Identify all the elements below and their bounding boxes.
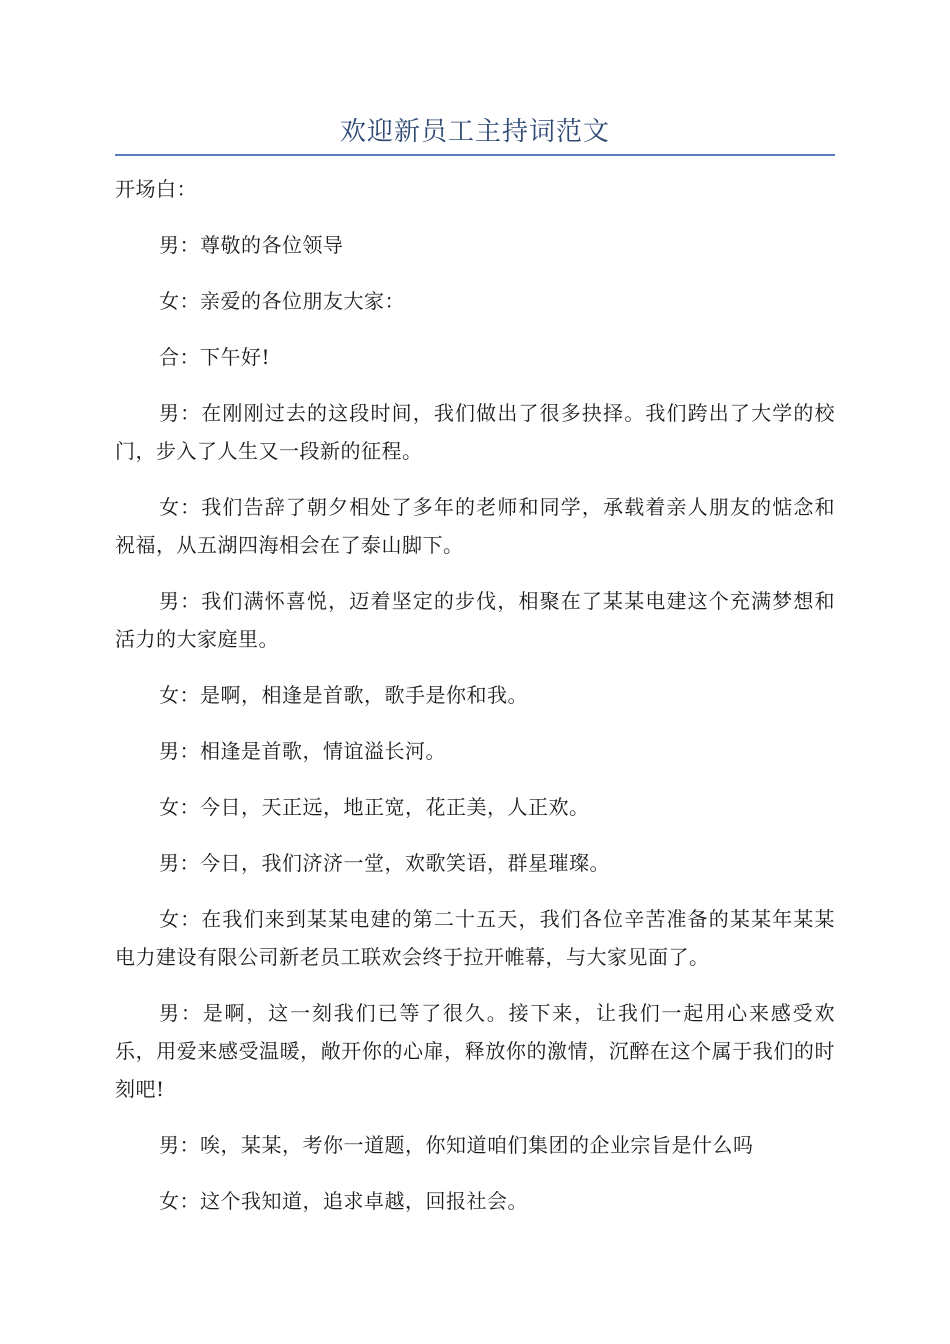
paragraph: 合：下午好! [159, 345, 271, 369]
paragraph: 男：我们满怀喜悦，迈着坚定的步伐，相聚在了某某电建这个充满梦想和活力的大家庭里。 [115, 589, 835, 651]
document-title: 欢迎新员工主持词范文 [339, 117, 610, 147]
paragraph: 女：今日，天正远，地正宽，花正美，人正欢。 [159, 795, 590, 819]
paragraph: 男：尊敬的各位领导 [159, 233, 344, 257]
paragraph: 女：亲爱的各位朋友大家： [159, 289, 405, 313]
paragraph: 男：是啊，这一刻我们已等了很久。接下来，让我们一起用心来感受欢乐，用爱来感受温暖，敞开你的心扉，释放你的激情，沉醉在这个属于我们的时刻吧! [115, 1001, 835, 1101]
paragraph: 女：这个我知道，追求卓越，回报社会。 [159, 1189, 528, 1213]
document-body [115, 170, 835, 1238]
paragraph: 男：在刚刚过去的这段时间，我们做出了很多抉择。我们跨出了大学的校门，步入了人生又一段新的征程。 [115, 401, 835, 463]
paragraph: 女：是啊，相逢是首歌，歌手是你和我。 [159, 683, 528, 707]
title-underline [115, 154, 835, 156]
opening-label: 开场白： [115, 177, 197, 201]
paragraph: 女：在我们来到某某电建的第二十五天，我们各位辛苦准备的某某年某某电力建设有限公司新老员工联欢会终于拉开帷幕，与大家见面了。 [115, 907, 835, 969]
paragraph: 男：唉，某某，考你一道题，你知道咱们集团的企业宗旨是什么吗 [159, 1133, 754, 1157]
paragraph: 男：今日，我们济济一堂，欢歌笑语，群星璀璨。 [159, 851, 610, 875]
paragraph: 女：我们告辞了朝夕相处了多年的老师和同学，承载着亲人朋友的惦念和祝福，从五湖四海相会在了泰山脚下。 [115, 495, 835, 557]
paragraph: 男：相逢是首歌，情谊溢长河。 [159, 739, 446, 763]
